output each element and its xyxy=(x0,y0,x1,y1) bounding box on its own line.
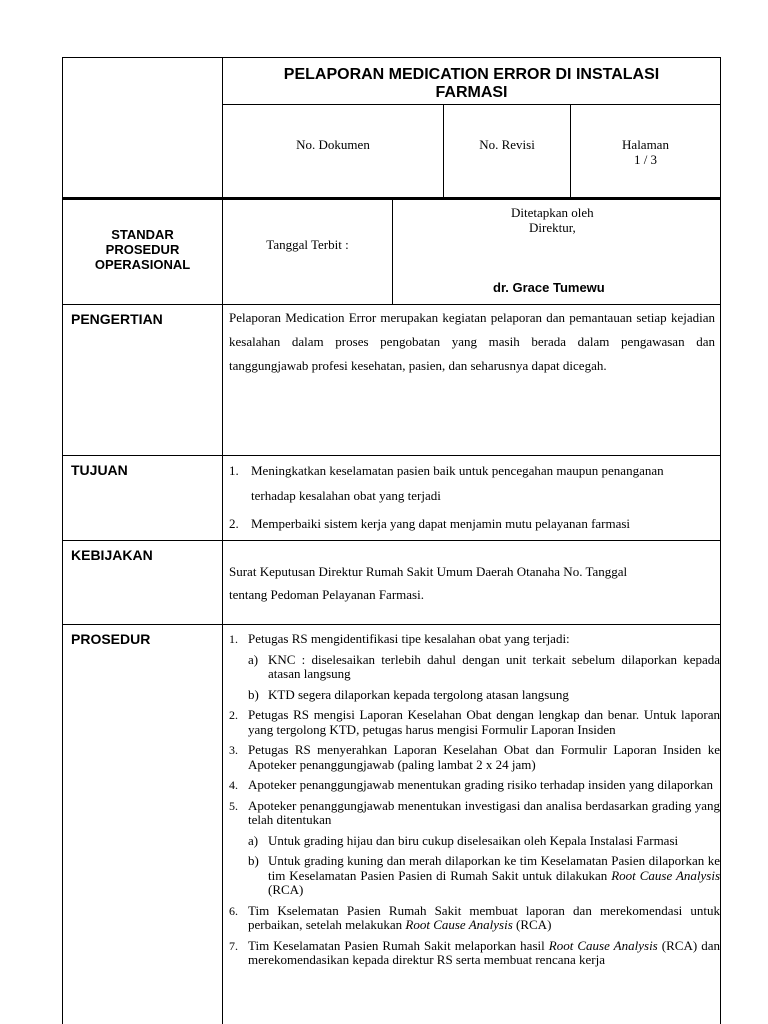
tujuan-label-cell xyxy=(62,455,223,541)
revision-number-label: No. Revisi xyxy=(479,137,535,152)
prosedur-label-cell xyxy=(62,624,223,1024)
rca-term: Root Cause Analysis xyxy=(611,867,720,883)
rca-term: Root Cause Analysis xyxy=(548,937,658,953)
prosedur-item-number: 7. xyxy=(229,938,238,953)
pengertian-content-cell xyxy=(222,304,721,456)
revision-number-cell xyxy=(443,104,571,199)
approved-by-line2: Direktur, xyxy=(529,220,576,235)
prosedur-item-text-part: (RCA) dan merekomendasikan kepada direktur RS serta membuat rencana kerja xyxy=(248,937,720,967)
prosedur-subitem xyxy=(248,854,720,898)
prosedur-item-number: 2. xyxy=(229,708,238,722)
kebijakan-text-line2: tentang Pedoman Pelayanan Farmasi. xyxy=(229,587,424,602)
tujuan-item-text: Meningkatkan keselamatan pasien baik untuk pencegahan maupun penanganan xyxy=(251,463,664,478)
prosedur-label: PROSEDUR xyxy=(71,631,151,647)
tujuan-item-text: Memperbaiki sistem kerja yang dapat menjamin mutu pelayanan farmasi xyxy=(251,516,631,531)
prosedur-item-number: 5. xyxy=(229,798,238,813)
page-value: 1 / 3 xyxy=(633,152,658,167)
prosedur-item xyxy=(229,632,720,647)
prosedur-subitem-text: KTD segera dilaporkan kepada tergolong atasan langsung xyxy=(268,686,569,702)
prosedur-subitem xyxy=(248,834,720,849)
prosedur-item-text-part: Tim Kselematan Pasien Rumah Sakit membuat laporan dan merekomendasi untuk perbaikan, setelah melakukan xyxy=(248,902,720,932)
prosedur-item-text: Petugas RS mengisi Laporan Keselahan Obat dengan lengkap dan benar. Untuk laporan yang tergolong KTD, petugas harus mengisi Formulir Laporan Insiden xyxy=(248,707,720,737)
prosedur-item-text: Apoteker penanggungjawab menentukan grading risiko terhadap insiden yang dilaporkan xyxy=(248,777,713,792)
prosedur-subitem-text: KNC : diselesaikan terlebih dahul dengan unit terkait sebelum dilaporkan kepada atasan langsung xyxy=(268,651,720,681)
issue-date-label: Tanggal Terbit : xyxy=(266,237,349,252)
rca-term: Root Cause Analysis xyxy=(405,917,513,932)
tujuan-label: TUJUAN xyxy=(71,462,128,478)
kebijakan-label-cell xyxy=(62,540,223,625)
sop-label-cell xyxy=(62,198,223,305)
prosedur-item-text: Petugas RS menyerahkan Laporan Keselahan Obat dan Formulir Laporan Insiden ke Apoteker penanggungjawab (paling lambat 2 x 24 jam) xyxy=(248,742,720,772)
director-name: dr. Grace Tumewu xyxy=(493,280,605,295)
tujuan-item-text-cont: terhadap kesalahan obat yang terjadi xyxy=(251,488,441,503)
prosedur-item-number: 3. xyxy=(229,743,238,757)
tujuan-item-number: 2. xyxy=(229,516,239,531)
kebijakan-text-line1: Surat Keputusan Direktur Rumah Sakit Umum Daerah Otanaha No. Tanggal xyxy=(229,564,628,579)
prosedur-item xyxy=(229,778,720,793)
pengertian-label-cell xyxy=(62,304,223,456)
prosedur-content-cell xyxy=(222,624,721,1024)
prosedur-item-text xyxy=(248,939,720,968)
prosedur-item xyxy=(229,939,720,968)
tujuan-item-number: 1. xyxy=(229,463,239,478)
approval-cell xyxy=(392,198,721,305)
prosedur-subitem-letter: a) xyxy=(248,651,259,667)
pengertian-text: Pelaporan Medication Error merupakan kegiatan pelaporan dan pemantauan setiap kejadian kesalahan dalam proses pengobatan yang masih berada dalam pengawasan dan tanggungjawab profesi kesehatan, pasien, dan seharusnya dapat dicegah. xyxy=(229,310,715,373)
prosedur-subitem-text xyxy=(268,854,720,898)
prosedur-item xyxy=(229,799,720,828)
header-logo-cell xyxy=(62,57,223,199)
kebijakan-label: KEBIJAKAN xyxy=(71,547,153,563)
doc-number-cell xyxy=(222,104,444,199)
prosedur-item-number: 4. xyxy=(229,778,238,792)
approved-by-line1: Ditetapkan oleh xyxy=(511,205,594,220)
prosedur-subitem-text-part: (RCA) xyxy=(268,882,304,897)
prosedur-subitem xyxy=(248,653,720,682)
prosedur-item-text xyxy=(248,904,720,933)
header-title-cell xyxy=(222,57,721,105)
prosedur-item xyxy=(229,743,720,772)
prosedur-item-number: 1. xyxy=(229,632,238,646)
prosedur-item-text-part: Tim Keselamatan Pasien Rumah Sakit melaporkan hasil xyxy=(248,937,549,953)
kebijakan-content-cell xyxy=(222,540,721,625)
prosedur-subitem-text-part: Untuk grading kuning dan merah dilaporkan ke tim Keselamatan Pasien dilaporkan ke tim Keselamatan Pasien Pasien di Rumah Sakit untuk dilakukan xyxy=(268,853,720,883)
prosedur-list xyxy=(229,632,720,968)
page-cell xyxy=(570,104,721,199)
tujuan-item xyxy=(229,516,717,532)
prosedur-item xyxy=(229,904,720,933)
prosedur-item xyxy=(229,708,720,737)
prosedur-subitem-letter: b) xyxy=(248,853,259,868)
tujuan-content-cell xyxy=(222,455,721,541)
page-label: Halaman xyxy=(622,137,669,152)
prosedur-subitem-letter: a) xyxy=(248,832,259,848)
prosedur-item-number: 6. xyxy=(229,903,238,918)
pengertian-label: PENGERTIAN xyxy=(71,311,163,327)
tujuan-item xyxy=(229,463,717,504)
sop-label: STANDAR PROSEDUR OPERASIONAL xyxy=(94,227,191,272)
prosedur-subitem-text: Untuk grading hijau dan biru cukup diselesaikan oleh Kepala Instalasi Farmasi xyxy=(268,832,679,848)
document-title: PELAPORAN MEDICATION ERROR DI INSTALASI FARMASI xyxy=(283,66,660,101)
prosedur-item-text: Petugas RS mengidentifikasi tipe kesalahan obat yang terjadi: xyxy=(248,631,570,646)
issue-date-cell xyxy=(222,198,393,305)
prosedur-subitem-letter: b) xyxy=(248,686,259,702)
prosedur-item-text-part: (RCA) xyxy=(512,917,552,932)
doc-number-label: No. Dokumen xyxy=(296,137,370,152)
prosedur-item-text: Apoteker penanggungjawab menentukan investigasi dan analisa berdasarkan grading yang telah ditentukan xyxy=(248,797,720,827)
prosedur-subitem xyxy=(248,688,720,703)
